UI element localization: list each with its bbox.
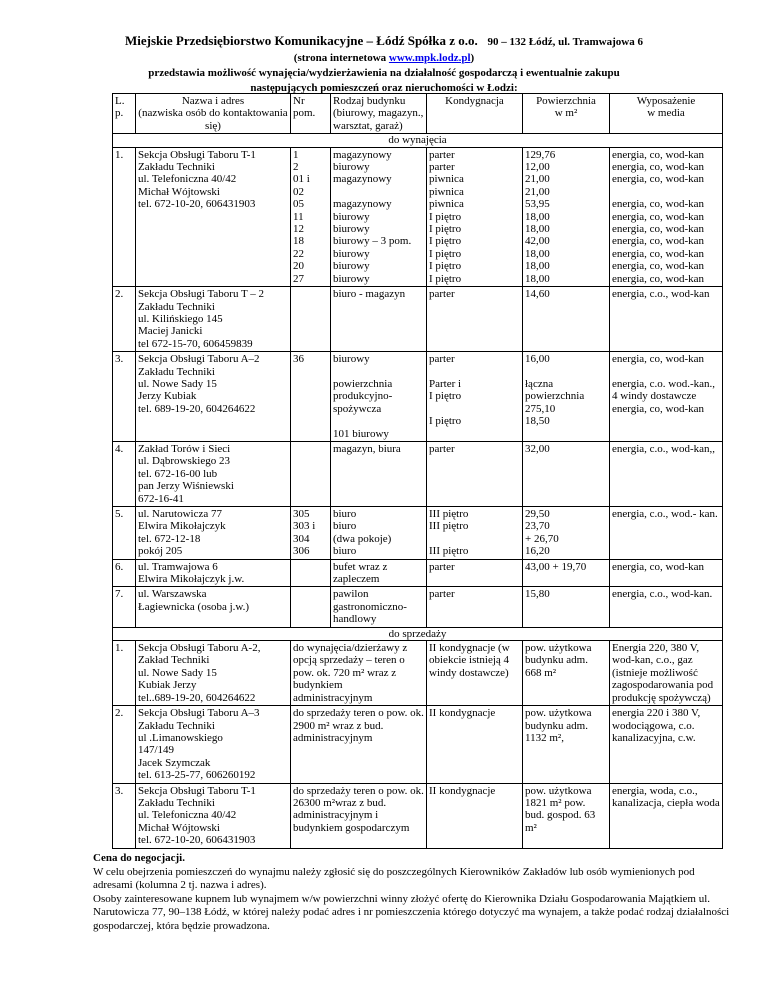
col-header-area: Powierzchnia w m² (523, 94, 610, 134)
intro-line-2: następujących pomieszczeń oraz nieruchomości w Łodzi: (250, 82, 518, 94)
table-cell: II kondygnacje (w obiekcie istnieją 4 windy dostawcze) (427, 641, 523, 706)
table-cell: 36 (291, 352, 331, 442)
table-cell: energia, co, wod-kan energia, c.o. wod.-kan., 4 windy dostawcze energia, co, wod-kan (610, 352, 723, 442)
col-header-type: Rodzaj budynku (biurowy, magazyn., warsztat, garaż) (331, 94, 427, 134)
website-suffix: ) (470, 52, 475, 64)
table-cell: Sekcja Obsługi Taboru T-1 Zakładu Techniki ul. Telefoniczna 40/42 Michał Wójtowski tel. 672-10-20, 606431903 (136, 147, 291, 286)
table-cell: 7. (113, 587, 136, 627)
table-cell: energia, c.o., wod-kan,, (610, 441, 723, 506)
table-cell: energia 220 i 380 V, wodociągowa, c.o. kanalizacyjna, c.w. (610, 706, 723, 783)
table-cell: 6. (113, 559, 136, 587)
table-cell: do sprzedaży teren o pow. ok. 2900 m² wraz z bud. administracyjnym (291, 706, 427, 783)
price-note: Cena do negocjacji. (93, 852, 185, 864)
table-cell: 29,50 23,70 + 26,70 16,20 (523, 507, 610, 560)
table-row (113, 147, 723, 286)
table-row (113, 783, 723, 848)
table-cell: pawilon gastronomiczno-handlowy (331, 587, 427, 627)
section-sale-label: do sprzedaży (113, 627, 723, 640)
table-cell: Sekcja Obsługi Taboru A-2, Zakład Techniki ul. Nowe Sady 15 Kubiak Jerzy tel..689-19-20, 604264622 (136, 641, 291, 706)
table-cell: energia, co, wod-kan energia, co, wod-kan energia, co, wod-kan energia, co, wod-kan energia, co, wod-kan energia, co, wod-kan energia, co, wod-kan energia, co, wod-kan energia, co, wod-kan energia, co, wod-kan (610, 147, 723, 286)
table-cell: magazynowy biurowy magazynowy magazynowy biurowy biurowy biurowy – 3 pom. biurowy biurowy biurowy (331, 147, 427, 286)
table-row (113, 559, 723, 587)
table-cell: pow. użytkowa 1821 m² pow. bud. gospod. 63 m² (523, 783, 610, 848)
table-cell: biuro biuro (dwa pokoje) biuro (331, 507, 427, 560)
company-name: Miejskie Przedsiębiorstwo Komunikacyjne – Łódź Spółka z o.o. (125, 33, 478, 48)
table-cell (291, 441, 331, 506)
col-header-lp: L. p. (113, 94, 136, 134)
table-cell: parter Parter i I piętro I piętro (427, 352, 523, 442)
table-cell: Zakład Torów i Sieci ul. Dąbrowskiego 23 tel. 672-16-00 lub pan Jerzy Wiśniewski 672-16-41 (136, 441, 291, 506)
table-cell: 3. (113, 352, 136, 442)
table-cell: parter (427, 559, 523, 587)
table-cell: ul. Warszawska Łagiewnicka (osoba j.w.) (136, 587, 291, 627)
table-cell: 14,60 (523, 287, 610, 352)
table-cell: energia, co, wod-kan (610, 559, 723, 587)
table-cell: Sekcja Obsługi Taboru A–2 Zakładu Techniki ul. Nowe Sady 15 Jerzy Kubiak tel. 689-19-20, 604264622 (136, 352, 291, 442)
table-cell: parter (427, 587, 523, 627)
table-cell: 305 303 i 304 306 (291, 507, 331, 560)
website-link[interactable]: www.mpk.lodz.pl (388, 52, 471, 64)
company-line (60, 32, 708, 51)
table-cell: 129,76 12,00 21,00 21,00 53,95 18,00 18,00 42,00 18,00 18,00 18,00 (523, 147, 610, 286)
table-header-row (113, 94, 723, 134)
table-row (113, 441, 723, 506)
intro-line-1: przedstawia możliwość wynajęcia/wydzierżawienia na działalność gospodarczą i ewentualnie zakupu (148, 67, 620, 79)
table-cell: Sekcja Obsługi Taboru T-1 Zakładu Techniki ul. Telefoniczna 40/42 Michał Wójtowski tel. 672-10-20, 606431903 (136, 783, 291, 848)
section-rent-row (113, 134, 723, 147)
table-cell: ul. Narutowicza 77 Elwira Mikołajczyk tel. 672-12-18 pokój 205 (136, 507, 291, 560)
table-cell: biuro - magazyn (331, 287, 427, 352)
table-cell: III piętro III piętro III piętro (427, 507, 523, 560)
table-cell: parter parter piwnica piwnica piwnica I piętro I piętro I piętro I piętro I piętro I piętro (427, 147, 523, 286)
table-cell (291, 287, 331, 352)
table-cell: 32,00 (523, 441, 610, 506)
website-line (60, 51, 708, 66)
table-cell: 1 2 01 i 02 05 11 12 18 22 20 27 (291, 147, 331, 286)
table-cell: energia, woda, c.o., kanalizacja, ciepła woda (610, 783, 723, 848)
table-cell: 3. (113, 783, 136, 848)
table-cell: 16,00 łączna powierzchnia 275,10 18,50 (523, 352, 610, 442)
table-row (113, 507, 723, 560)
footer-notes (93, 852, 733, 934)
table-cell: magazyn, biura (331, 441, 427, 506)
company-address: 90 – 132 Łódź, ul. Tramwajowa 6 (487, 36, 643, 48)
website-prefix: (strona internetowa (293, 52, 389, 64)
table-cell: bufet wraz z zapleczem (331, 559, 427, 587)
col-header-floor: Kondygnacja (427, 94, 523, 134)
table-row (113, 706, 723, 783)
table-cell (291, 559, 331, 587)
table-cell: 1. (113, 147, 136, 286)
table-cell: 5. (113, 507, 136, 560)
table-cell: 15,80 (523, 587, 610, 627)
table-row (113, 287, 723, 352)
document-header (60, 32, 708, 96)
table-cell: 2. (113, 706, 136, 783)
table-cell: II kondygnacje (427, 783, 523, 848)
table-cell: energia, c.o., wod-kan (610, 287, 723, 352)
offer-note: Osoby zainteresowane kupnem lub wynajmem w/w powierzchni winny złożyć ofertę do Kierownika Działu Gospodarowania Majątkiem ul. Narutowicza 77, 90–138 Łódź, w której należy podać adres i nr pomieszczenia którego dotyczyć ma wynajem, a także podać rodzaj działalności gospodarczej, która będzie prowadzona. (93, 892, 730, 932)
table-cell: 43,00 + 19,70 (523, 559, 610, 587)
table-cell: parter (427, 287, 523, 352)
table-row (113, 587, 723, 627)
table-cell: Sekcja Obsługi Taboru T – 2 Zakładu Techniki ul. Kilińskiego 145 Maciej Janicki tel 672-15-70, 606459839 (136, 287, 291, 352)
table-cell: pow. użytkowa budynku adm. 1132 m², (523, 706, 610, 783)
section-sale-row (113, 627, 723, 640)
table-row (113, 352, 723, 442)
property-table (112, 93, 723, 849)
table-cell: energia, c.o., wod.- kan. (610, 507, 723, 560)
table-cell: biurowy powierzchnia produkcyjno-spożywcza 101 biurowy (331, 352, 427, 442)
table-cell: 1. (113, 641, 136, 706)
table-cell: pow. użytkowa budynku adm. 668 m² (523, 641, 610, 706)
col-header-nr: Nr pom. (291, 94, 331, 134)
table-cell: parter (427, 441, 523, 506)
viewing-note: W celu obejrzenia pomieszczeń do wynajmu należy zgłosić się do poszczególnych Kierowników Zakładów lub osób wymienionych pod adresami (kolumna 2 tj. nazwa i adres). (93, 865, 695, 892)
table-row (113, 641, 723, 706)
table-cell: 4. (113, 441, 136, 506)
rent-rows (113, 147, 723, 627)
table-cell: do sprzedaży teren o pow. ok. 26300 m²wraz z bud. administracyjnym i budynkiem gospodarczym (291, 783, 427, 848)
table-cell: ul. Tramwajowa 6 Elwira Mikołajczyk j.w. (136, 559, 291, 587)
col-header-equip: Wyposażenie w media (610, 94, 723, 134)
section-rent-label: do wynajęcia (113, 134, 723, 147)
table-cell: energia, c.o., wod-kan. (610, 587, 723, 627)
col-header-name: Nazwa i adres (nazwiska osób do kontaktowania się) (136, 94, 291, 134)
table-cell: Sekcja Obsługi Taboru A–3 Zakładu Techniki ul .Limanowskiego 147/149 Jacek Szymczak tel. 613-25-77, 606260192 (136, 706, 291, 783)
table-cell: II kondygnacje (427, 706, 523, 783)
table-cell: 2. (113, 287, 136, 352)
table-cell (291, 587, 331, 627)
table-cell: do wynajęcia/dzierżawy z opcją sprzedaży – teren o pow. ok. 720 m² wraz z budynkiem administracyjnym (291, 641, 427, 706)
table-cell: Energia 220, 380 V, wod-kan, c.o., gaz (istnieje możliwość zagospodarowania pod produkcję spożywczą) (610, 641, 723, 706)
sale-rows (113, 641, 723, 849)
